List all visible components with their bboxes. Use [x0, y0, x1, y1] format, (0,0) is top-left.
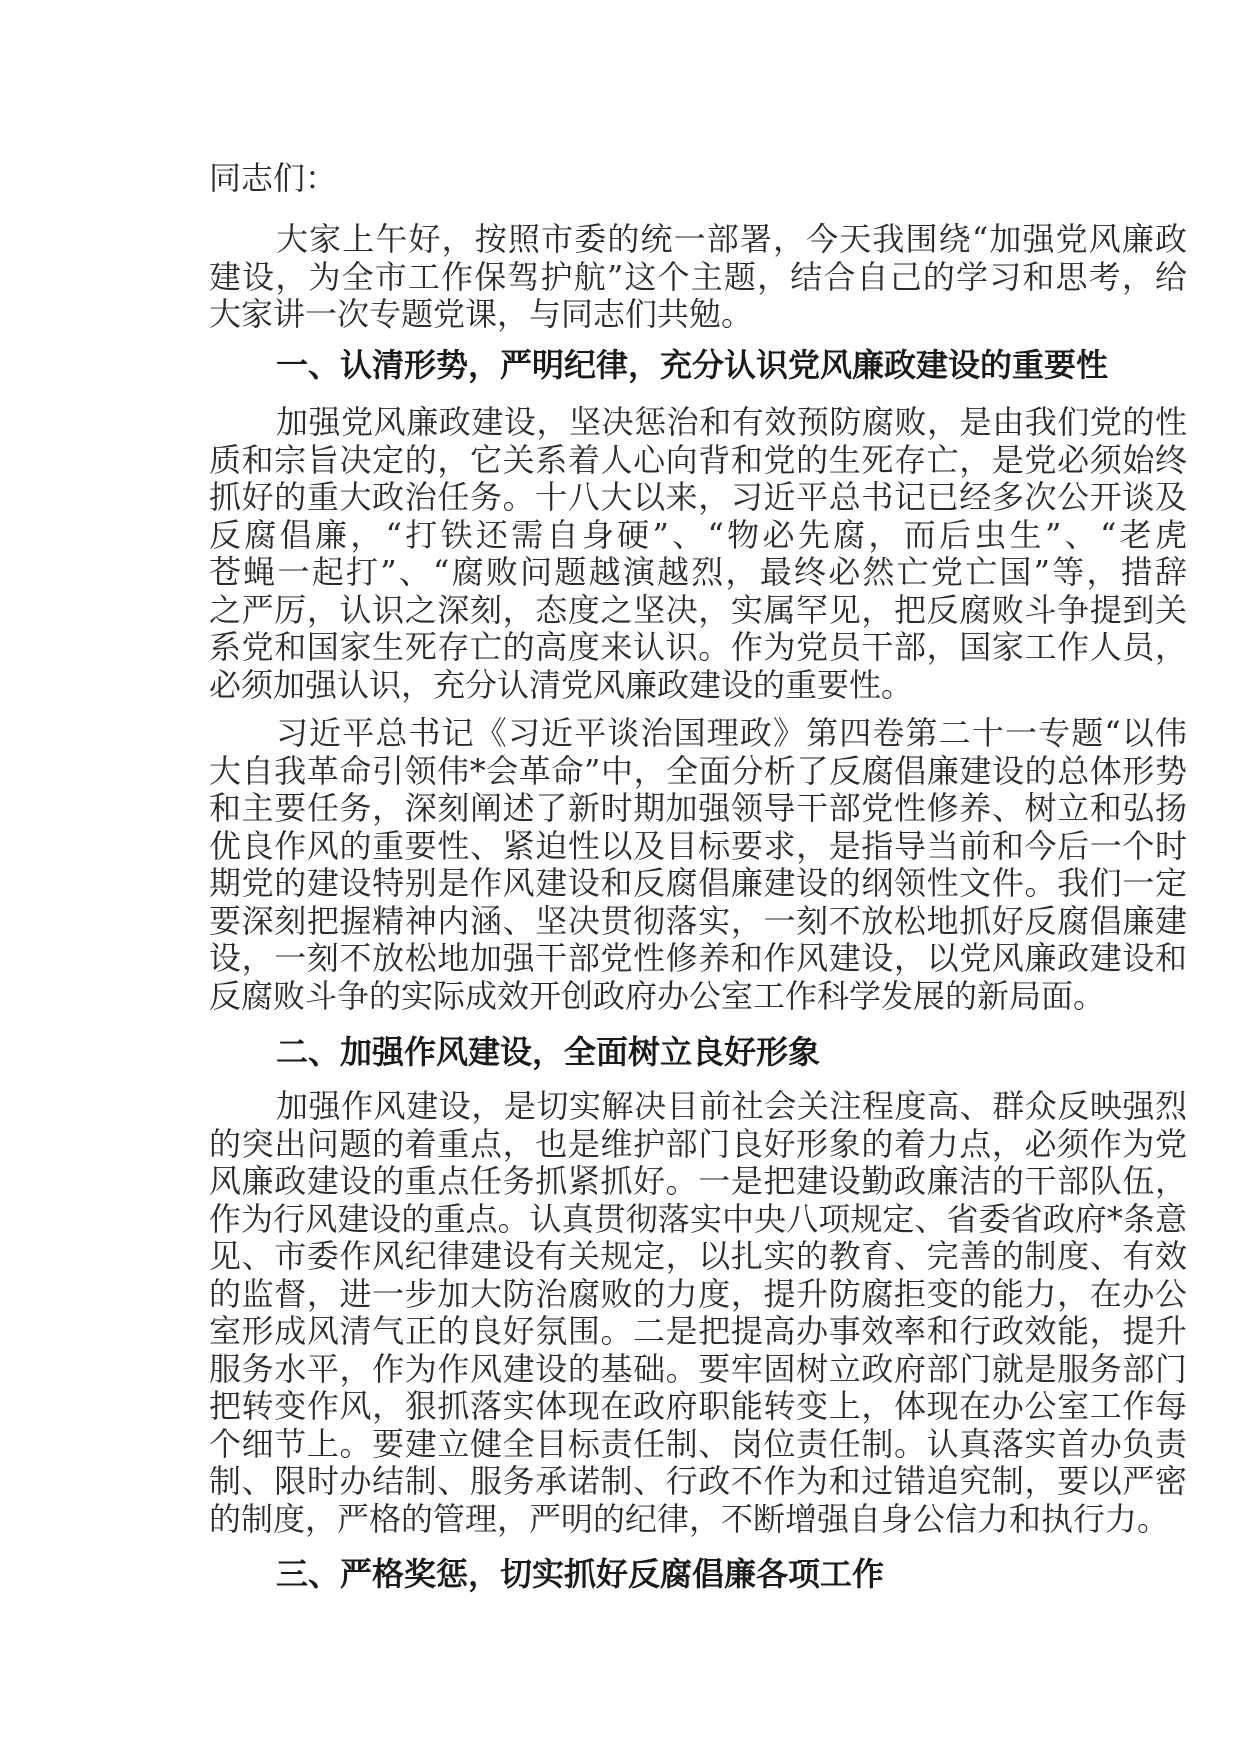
text-line: 之严厉，认识之深刻，态度之坚决，实属罕见，把反腐败斗争提到关 [209, 591, 1187, 629]
paragraph-section-2 [209, 1088, 1187, 1538]
text-line: 把转变作风，狠抓落实体现在政府职能转变上，体现在办公室工作每 [209, 1388, 1187, 1425]
paragraph-section-1b [209, 715, 1187, 1015]
text-line: 加强作风建设，是切实解决目前社会关注程度高、群众反映强烈 [276, 1088, 1187, 1125]
text-line: 见、市委作风纪律建设有关规定，以扎实的教育、完善的制度、有效 [209, 1238, 1187, 1275]
text-line: 必须加强认识，充分认清党风廉政建设的重要性。 [209, 666, 914, 704]
text-line: 质和宗旨决定的，它关系着人心向背和党的生死存亡，是党必须始终 [209, 441, 1187, 479]
text-line: 大家上午好，按照市委的统一部署，今天我围绕“加强党风廉政 [276, 221, 1187, 258]
text-line: 制、限时办结制、服务承诺制、行政不作为和过错追究制，要以严密 [209, 1463, 1187, 1500]
text-line: 要深刻把握精神内涵、坚决贯彻落实，一刻不放松地抓好反腐倡廉建 [209, 902, 1187, 940]
text-line: 抓好的重大政治任务。十八大以来，习近平总书记已经多次公开谈及 [209, 479, 1187, 516]
text-line: 设，一刻不放松地加强干部党性修养和作风建设，以党风廉政建设和 [209, 940, 1187, 977]
text-line: 的制度，严格的管理，严明的纪律，不断增强自身公信力和执行力。 [209, 1500, 1170, 1538]
heading-section-2: 二、加强作风建设，全面树立良好形象 [276, 1033, 821, 1071]
text-line: 和主要任务，深刻阐述了新时期加强领导干部党性修养、树立和弘扬 [209, 790, 1187, 827]
text-line: 建设，为全市工作保驾护航”这个主题，结合自己的学习和思考，给 [209, 258, 1187, 296]
paragraph-section-1a [209, 404, 1187, 704]
text-line: 服务水平，作为作风建设的基础。要牢固树立政府部门就是服务部门 [209, 1350, 1187, 1388]
text-line: 大家讲一次专题党课，与同志们共勉。 [209, 296, 754, 333]
text-line: 苍蝇一起打”、“腐败问题越演越烈，最终必然亡党亡国”等，措辞 [209, 554, 1187, 591]
text-line: 反腐倡廉，“打铁还需自身硬”、“物必先腐，而后虫生”、“老虎 [209, 516, 1187, 554]
text-line: 个细节上。要建立健全目标责任制、岗位责任制。认真落实首办负责 [209, 1425, 1187, 1463]
text-line: 加强党风廉政建设，坚决惩治和有效预防腐败，是由我们党的性 [276, 404, 1187, 441]
text-line: 风廉政建设的重点任务抓紧抓好。一是把建设勤政廉洁的干部队伍， [209, 1163, 1187, 1200]
text-line: 期党的建设特别是作风建设和反腐倡廉建设的纲领性文件。我们一定 [209, 865, 1187, 902]
text-line: 反腐败斗争的实际成效开创政府办公室工作科学发展的新局面。 [209, 977, 1106, 1015]
heading-section-3: 三、严格奖惩，切实抓好反腐倡廉各项工作 [276, 1555, 885, 1593]
text-line: 的监督，进一步加大防治腐败的力度，提升防腐拒变的能力，在办公 [209, 1275, 1187, 1313]
text-line: 室形成风清气正的良好氛围。二是把提高办事效率和行政效能，提升 [209, 1313, 1187, 1350]
text-line: 系党和国家生死存亡的高度来认识。作为党员干部，国家工作人员， [209, 629, 1187, 666]
text-line: 的突出问题的着重点，也是维护部门良好形象的着力点，必须作为党 [209, 1125, 1187, 1163]
text-line: 作为行风建设的重点。认真贯彻落实中央八项规定、省委省政府*条意 [209, 1200, 1187, 1238]
text-line: 优良作风的重要性、紧迫性以及目标要求，是指导当前和今后一个时 [209, 827, 1187, 865]
text-line: 大自我革命引领伟*会革命”中，全面分析了反腐倡廉建设的总体形势 [209, 752, 1187, 790]
paragraph-intro [209, 221, 1187, 334]
text-line: 习近平总书记《习近平谈治国理政》第四卷第二十一专题“以伟 [276, 715, 1187, 752]
salutation: 同志们： [209, 159, 338, 197]
heading-section-1: 一、认清形势，严明纪律，充分认识党风廉政建设的重要性 [276, 346, 1109, 384]
